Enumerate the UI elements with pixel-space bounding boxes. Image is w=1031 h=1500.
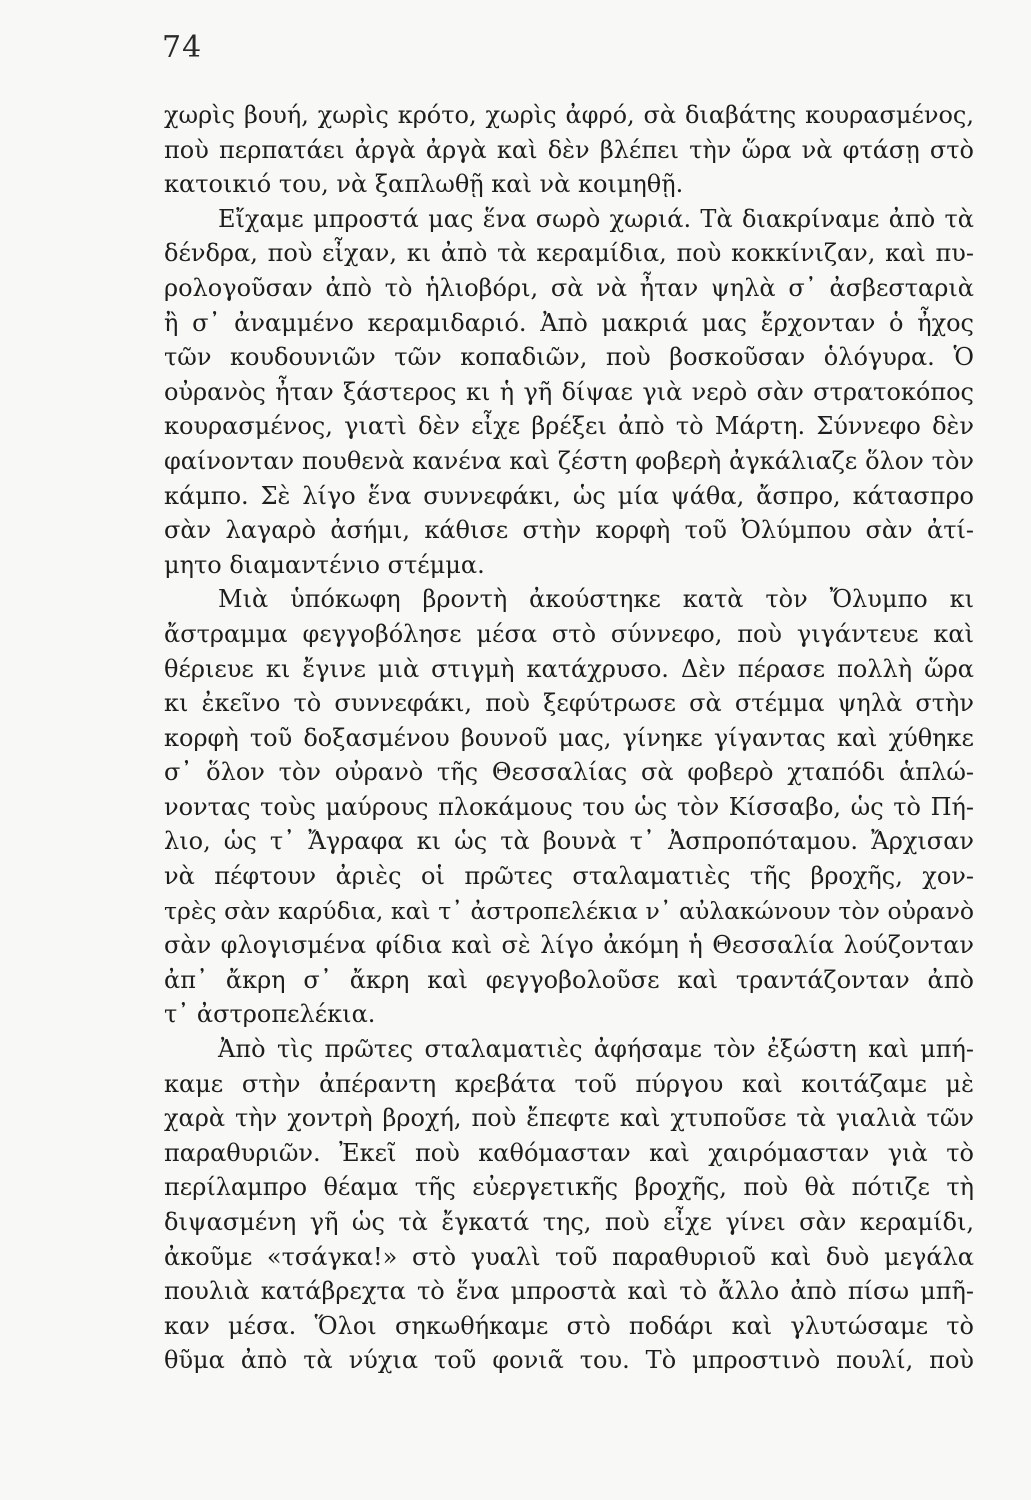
text-line: κουρασμένος, γιατὶ δὲν εἶχε βρέξει ἀπὸ τὸ Μάρτη. Σύννεφο δὲν: [164, 412, 974, 441]
page-number: 74: [162, 30, 203, 65]
text-line: καν μέσα. Ὅλοι σηκωθήκαμε στὸ ποδάρι καὶ γλυτώσαμε τὸ: [164, 1311, 974, 1340]
text-line: σ᾽ ὅλον τὸν οὐρανὸ τῆς Θεσσαλίας σὰ φοβερὸ χταπόδι ἁπλώ-: [164, 758, 974, 787]
text-line: ἀπ᾽ ἄκρη σ᾽ ἄκρη καὶ φεγγοβολοῦσε καὶ τραντάζονταν ἀπὸ: [164, 965, 974, 994]
text-line: ἀκοῦμε «τσάγκα!» στὸ γυαλὶ τοῦ παραθυριοῦ καὶ δυὸ μεγάλα: [164, 1242, 974, 1271]
text-line: ἄστραμμα φεγγοβόλησε μέσα στὸ σύννεφο, ποὺ γιγάντευε καὶ: [164, 619, 974, 648]
text-line: ἢ σ᾽ ἀναμμένο κεραμιδαριό. Ἀπὸ μακριά μας ἔρχονταν ὁ ἦχος: [164, 308, 974, 337]
text-line: τῶν κουδουνιῶν τῶν κοπαδιῶν, ποὺ βοσκοῦσαν ὁλόγυρα. Ὁ: [164, 343, 974, 372]
text-line: τ᾽ ἀστροπελέκια.: [164, 1000, 376, 1029]
text-line: σὰν φλογισμένα φίδια καὶ σὲ λίγο ἀκόμη ἡ Θεσσαλία λούζονταν: [164, 931, 974, 960]
text-line: ποὺ περπατάει ἀργὰ ἀργὰ καὶ δὲν βλέπει τὴν ὥρα νὰ φτάσῃ στὸ: [164, 135, 974, 164]
text-line: Ἀπὸ τὶς πρῶτες σταλαματιὲς ἀφήσαμε τὸν ἐξώστη καὶ μπή-: [218, 1035, 974, 1064]
text-line: κατοικιό του, νὰ ξαπλωθῇ καὶ νὰ κοιμηθῇ.: [164, 170, 684, 199]
text-line: καμε στὴν ἀπέραντη κρεβάτα τοῦ πύργου καὶ κοιτάζαμε μὲ: [164, 1069, 974, 1098]
text-line: κορφὴ τοῦ δοξασμένου βουνοῦ μας, γίνηκε γίγαντας καὶ χύθηκε: [164, 723, 974, 752]
text-line: παραθυριῶν. Ἐκεῖ ποὺ καθόμασταν καὶ χαιρόμασταν γιὰ τὸ: [164, 1138, 974, 1167]
text-line: Εἴχαμε μπροστά μας ἕνα σωρὸ χωριά. Τὰ διακρίναμε ἀπὸ τὰ: [218, 204, 974, 233]
text-line: θῦμα ἀπὸ τὰ νύχια τοῦ φονιᾶ του. Τὸ μπροστινὸ πουλί, ποὺ: [164, 1346, 974, 1375]
body-text: [164, 98, 974, 1378]
text-line: διψασμένη γῆ ὡς τὰ ἔγκατά της, ποὺ εἶχε γίνει σὰν κεραμίδι,: [164, 1208, 974, 1236]
text-line: σὰν λαγαρὸ ἀσήμι, κάθισε στὴν κορφὴ τοῦ Ὀλύμπου σὰν ἀτί-: [164, 516, 974, 545]
text-line: φαίνονταν πουθενὰ κανένα καὶ ζέστη φοβερὴ ἀγκάλιαζε ὅλον τὸν: [164, 446, 974, 475]
text-line: νὰ πέφτουν ἀριὲς οἱ πρῶτες σταλαματιὲς τῆς βροχῆς, χον-: [164, 862, 974, 891]
text-line: νοντας τοὺς μαύρους πλοκάμους του ὡς τὸν Κίσσαβο, ὡς τὸ Πή-: [164, 792, 974, 821]
text-line: πουλιὰ κατάβρεχτα τὸ ἕνα μπροστὰ καὶ τὸ ἄλλο ἀπὸ πίσω μπῆ-: [164, 1277, 974, 1306]
text-line: θέριευε κι ἔγινε μιὰ στιγμὴ κατάχρυσο. Δὲν πέρασε πολλὴ ὥρα: [164, 654, 974, 683]
text-line: κι ἐκεῖνο τὸ συννεφάκι, ποὺ ξεφύτρωσε σὰ στέμμα ψηλὰ στὴν: [164, 689, 974, 718]
text-line: χωρὶς βουή, χωρὶς κρότο, χωρὶς ἀφρό, σὰ διαβάτης κουρασμένος,: [164, 101, 974, 129]
text-line: οὐρανὸς ἦταν ξάστερος κι ἡ γῆ δίψαε γιὰ νερὸ σὰν στρατοκόπος: [164, 377, 974, 406]
text-line: μητο διαμαντένιο στέμμα.: [164, 550, 485, 579]
text-line: ρολογοῦσαν ἀπὸ τὸ ἡλιοβόρι, σὰ νὰ ἦταν ψηλὰ σ᾽ ἀσβεσταριὰ: [164, 273, 974, 302]
text-line: Μιὰ ὑπόκωφη βροντὴ ἀκούστηκε κατὰ τὸν Ὄλυμπο κι: [218, 585, 974, 614]
text-line: δένδρα, ποὺ εἶχαν, κι ἀπὸ τὰ κεραμίδια, ποὺ κοκκίνιζαν, καὶ πυ-: [164, 239, 974, 268]
text-line: κάμπο. Σὲ λίγο ἕνα συννεφάκι, ὡς μία ψάθα, ἄσπρο, κάτασπρο: [164, 481, 974, 510]
text-line: τρὲς σὰν καρύδια, καὶ τ᾽ ἀστροπελέκια ν᾽ αὐλακώνουν τὸν οὐρανὸ: [164, 896, 974, 925]
text-line: χαρὰ τὴν χοντρὴ βροχή, ποὺ ἔπεφτε καὶ χτυποῦσε τὰ γιαλιὰ τῶν: [164, 1104, 974, 1133]
text-line: λιο, ὡς τ᾽ Ἄγραφα κι ὡς τὰ βουνὰ τ᾽ Ἀσπροπόταμου. Ἄρχισαν: [164, 827, 974, 856]
text-line: περίλαμπρο θέαμα τῆς εὐεργετικῆς βροχῆς, ποὺ θὰ πότιζε τὴ: [164, 1173, 974, 1202]
